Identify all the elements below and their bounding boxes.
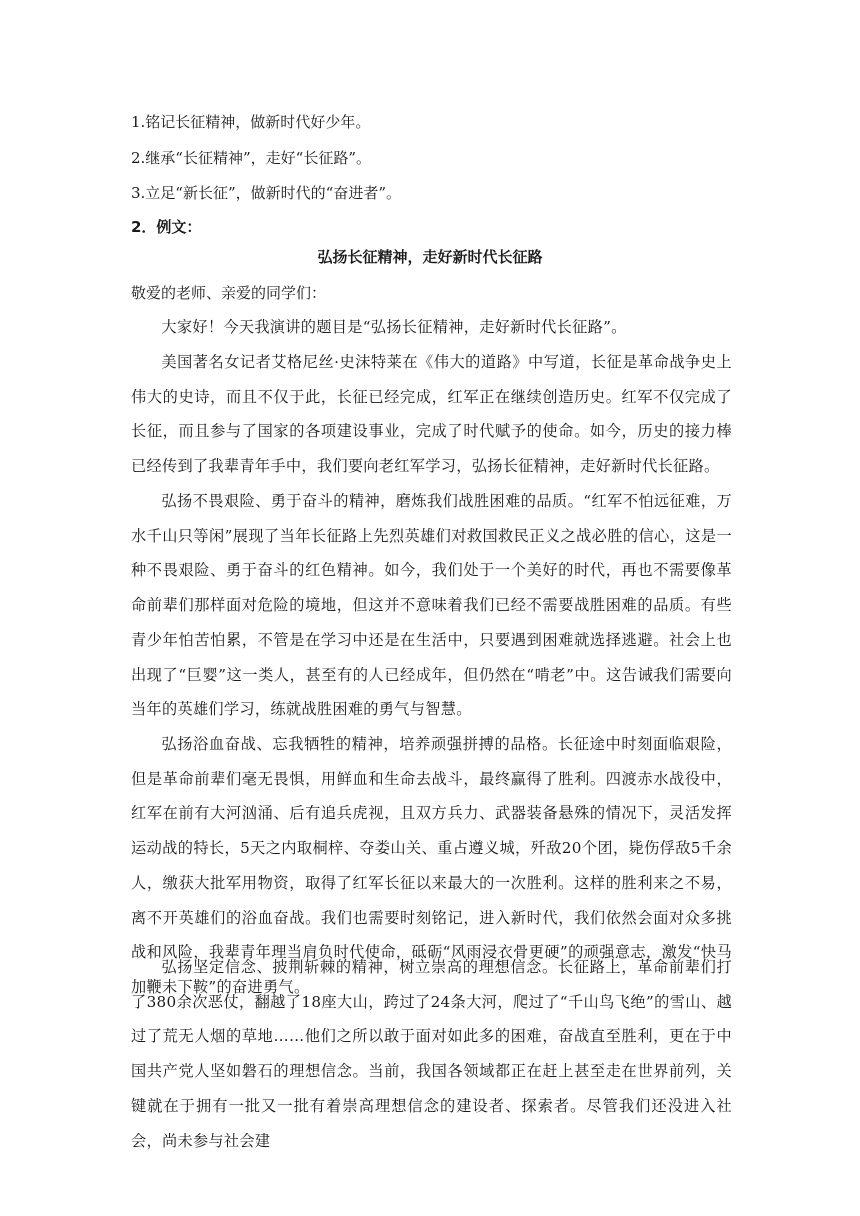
essay-paragraph-4: 弘扬浴血奋战、忘我牺牲的精神，培养顽强拼搏的品格。长征途中时刻面临艰险，但是革命前辈们毫无畏惧，用鲜血和生命去战斗，最终赢得了胜利。四渡赤水战役中，红军在前有大河汹涌、后有追兵虎视，且双方兵力、武器装备悬殊的情况下，灵活发挥运动战的特长，5天之内取桐梓、夺娄山关、重占遵义城，歼敌20个团，毙伤俘敌5千余人，缴获大批军用物资，取得了红军长征以来最大的一次胜利。这样的胜利来之不易，离不开英雄们的浴血奋战。我们也需要时刻铭记，进入新时代，我们依然会面对众多挑战和风险，我辈青年理当肩负时代使命，砥砺“风雨浸衣骨更硬”的顽强意志，激发“快马加鞭未下鞍”的奋进勇气。 (131, 735, 732, 996)
outline-item-2: 2.继承“长征精神”，走好“长征路”。 (131, 149, 371, 167)
essay-paragraph-5: 弘扬坚定信念、披荆斩棘的精神，树立崇高的理想信念。长征路上，革命前辈们打了380余次恶仗，翻越了18座大山，跨过了24条大河，爬过了“千山鸟飞绝”的雪山、越过了荒无人烟的草地……他们之所以敢于面对如此多的困难，奋战直至胜利，更在于中国共产党人坚如磐石的理想信念。当前，我国各领域都正在赶上甚至走在世界前列，关键就在于拥有一批又一批有着崇高理想信念的建设者、探索者。尽管我们还没进入社会，尚未参与社会建 (131, 958, 732, 1150)
outline-item-1: 1.铭记长征精神，做新时代好少年。 (131, 113, 371, 131)
essay-paragraph-1: 大家好！今天我演讲的题目是“弘扬长征精神，走好新时代长征路”。 (161, 318, 627, 336)
essay-title: 弘扬长征精神，走好新时代长征路 (317, 248, 543, 266)
outline-item-3: 3.立足“新长征”，做新时代的“奋进者”。 (131, 184, 401, 202)
essay-paragraph-3: 弘扬不畏艰险、勇于奋斗的精神，磨炼我们战胜困难的品质。“红军不怕远征难，万水千山只等闲”展现了当年长征路上先烈英雄们对救国救民正义之战必胜的信心，这是一种不畏艰险、勇于奋斗的红色精神。如今，我们处于一个美好的时代，再也不需要像革命前辈们那样面对危险的境地，但这并不意味着我们已经不需要战胜困难的品质。有些青少年怕苦怕累，不管是在学习中还是在生活中，只要遇到困难就选择逃避。社会上也出现了“巨婴”这一类人，甚至有的人已经成年，但仍然在“啃老”中。这告诫我们需要向当年的英雄们学习，练就战胜困难的勇气与智慧。 (131, 492, 732, 719)
essay-salutation: 敬爱的老师、亲爱的同学们： (131, 284, 327, 302)
essay-paragraph-2: 美国著名女记者艾格尼丝·史沫特莱在《伟大的道路》中写道，长征是革命战争史上伟大的史诗，而且不仅于此，长征已经完成，红军正在继续创造历史。红军不仅完成了长征，而且参与了国家的各项建设事业，完成了时代赋予的使命。如今，历史的接力棒已经传到了我辈青年手中，我们要向老红军学习，弘扬长征精神，走好新时代长征路。 (131, 353, 732, 476)
example-heading: 2．例文： (131, 218, 202, 236)
